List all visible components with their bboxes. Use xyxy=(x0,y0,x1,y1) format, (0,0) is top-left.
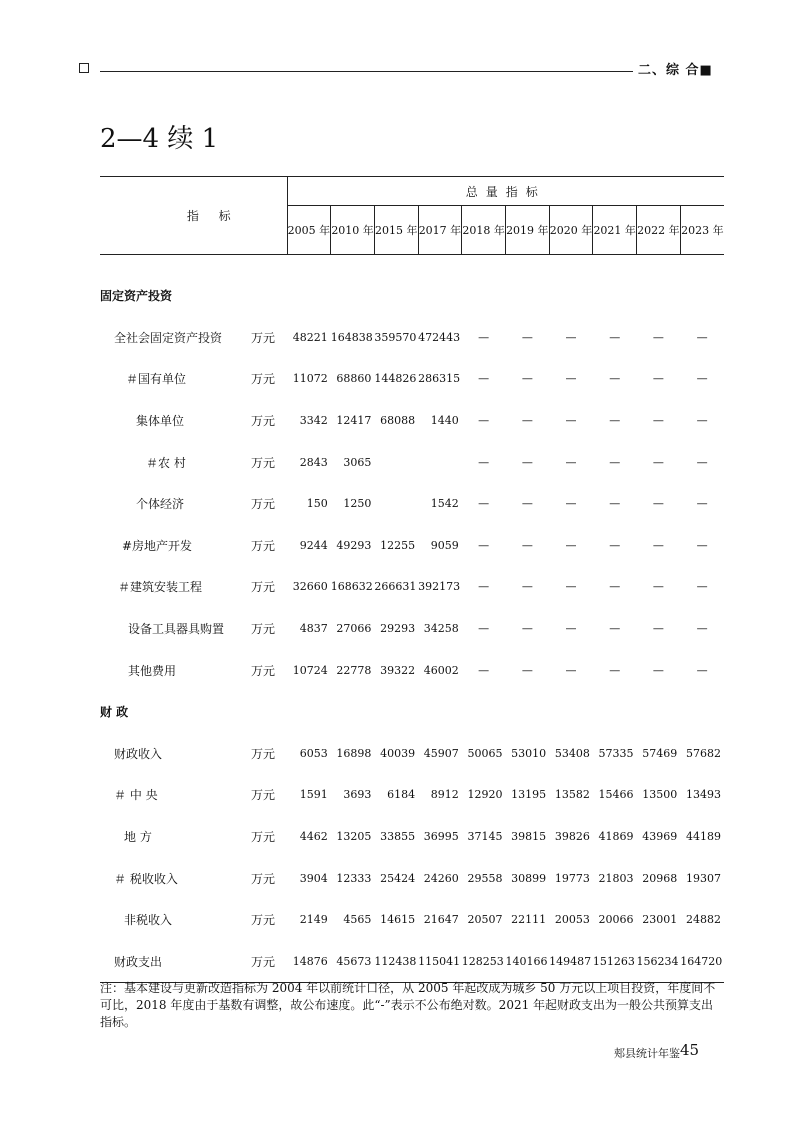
value-cell: — xyxy=(521,622,533,636)
value-cell: 45907 xyxy=(423,746,459,760)
value-cell: 286315 xyxy=(418,372,461,386)
unit-cell: 万元 xyxy=(251,622,276,637)
value-cell: 30899 xyxy=(511,871,547,885)
value-cell: — xyxy=(478,497,490,511)
value-cell: — xyxy=(478,538,490,552)
value-cell: 1440 xyxy=(430,414,459,428)
table-row xyxy=(100,733,724,775)
unit-cell: 万元 xyxy=(251,414,276,429)
year-header: 2019 年 xyxy=(505,206,549,255)
value-cell: 57469 xyxy=(642,746,678,760)
value-cell: 24882 xyxy=(686,913,721,927)
table-row xyxy=(100,483,724,525)
value-cell: 23001 xyxy=(642,913,678,927)
value-cell xyxy=(374,483,418,525)
value-cell: — xyxy=(696,497,708,511)
value-cell: 151263 xyxy=(593,941,637,983)
value-cell: 11072 xyxy=(292,372,328,386)
yearbook-name: 郏县统计年鉴 xyxy=(614,1047,680,1060)
unit-cell: 万元 xyxy=(251,455,276,470)
table-row xyxy=(100,899,724,941)
indicator-label: #房地产开发 xyxy=(122,538,193,553)
value-cell: — xyxy=(565,622,577,636)
value-cell: 29558 xyxy=(467,871,503,885)
value-cell: — xyxy=(652,538,664,552)
indicator-header: 指 标 xyxy=(100,177,287,255)
value-cell: 21647 xyxy=(423,913,459,927)
table-row xyxy=(100,441,724,483)
value-cell: 41869 xyxy=(598,830,634,844)
value-cell: — xyxy=(521,414,533,428)
value-cell: 12333 xyxy=(336,871,372,885)
unit-cell: 万元 xyxy=(251,538,276,553)
header-rule xyxy=(100,71,633,72)
section-row xyxy=(100,691,724,733)
value-cell: — xyxy=(565,497,577,511)
value-cell: 9244 xyxy=(299,538,328,552)
value-cell: 6184 xyxy=(387,788,416,802)
value-cell: 44189 xyxy=(686,830,721,844)
value-cell: 13582 xyxy=(554,788,590,802)
value-cell: 50065 xyxy=(467,746,503,760)
year-header: 2020 年 xyxy=(549,206,593,255)
value-cell: 25424 xyxy=(380,871,416,885)
indicator-label: 个体经济 xyxy=(136,497,185,512)
table-row xyxy=(100,774,724,816)
table-row xyxy=(100,608,724,650)
year-header: 2018 年 xyxy=(462,206,506,255)
value-cell: 48221 xyxy=(292,330,328,344)
value-cell: — xyxy=(609,580,621,594)
value-cell: 156234 xyxy=(637,941,681,983)
section-label: 固定资产投资 xyxy=(100,289,173,304)
value-cell: — xyxy=(609,455,621,469)
table-row xyxy=(100,816,724,858)
value-cell: — xyxy=(565,663,577,677)
value-cell: 359570 xyxy=(374,330,417,344)
indicator-label: ＃建筑安装工程 xyxy=(118,580,203,595)
table-row xyxy=(100,941,724,983)
value-cell: 20066 xyxy=(598,913,634,927)
value-cell: 164838 xyxy=(330,330,373,344)
table-row xyxy=(100,566,724,608)
value-cell: — xyxy=(478,455,490,469)
value-cell: — xyxy=(565,455,577,469)
value-cell: 20053 xyxy=(554,913,590,927)
table-row xyxy=(100,525,724,567)
value-cell: — xyxy=(696,580,708,594)
value-cell: 19773 xyxy=(554,871,590,885)
section-label: 财 政 xyxy=(100,705,129,720)
header-section-label: 二、综 合■ xyxy=(638,63,713,78)
page-number: 45 xyxy=(680,1041,700,1059)
table-row xyxy=(100,358,724,400)
value-cell: 164720 xyxy=(680,941,724,983)
value-cell: 16898 xyxy=(336,746,372,760)
year-header: 2021 年 xyxy=(593,206,637,255)
value-cell: 19307 xyxy=(686,871,721,885)
unit-cell: 万元 xyxy=(251,497,276,512)
group-header: 总量指标 xyxy=(287,177,724,206)
value-cell: 392173 xyxy=(418,580,461,594)
value-cell: — xyxy=(652,497,664,511)
value-cell: 3693 xyxy=(343,788,372,802)
value-cell: 150 xyxy=(306,497,328,511)
value-cell: — xyxy=(478,372,490,386)
section-row xyxy=(100,275,724,317)
unit-cell: 万元 xyxy=(251,913,276,928)
value-cell: — xyxy=(521,372,533,386)
value-cell: — xyxy=(652,330,664,344)
value-cell: 472443 xyxy=(418,330,461,344)
table-row xyxy=(100,317,724,359)
value-cell: 49293 xyxy=(336,538,372,552)
value-cell: 14876 xyxy=(287,941,331,983)
value-cell: — xyxy=(696,663,708,677)
value-cell: 20507 xyxy=(467,913,503,927)
value-cell: — xyxy=(652,372,664,386)
indicator-label: 财政收入 xyxy=(114,746,163,761)
value-cell: 15466 xyxy=(598,788,634,802)
value-cell: — xyxy=(652,663,664,677)
table-row xyxy=(100,400,724,442)
value-cell xyxy=(418,441,462,483)
value-cell: — xyxy=(478,663,490,677)
value-cell: 4565 xyxy=(343,913,372,927)
value-cell: 13493 xyxy=(686,788,721,802)
value-cell: 112438 xyxy=(374,941,418,983)
value-cell: 12255 xyxy=(380,538,416,552)
value-cell: 13195 xyxy=(511,788,547,802)
indicator-label: 非税收入 xyxy=(124,913,173,928)
value-cell: — xyxy=(565,580,577,594)
value-cell: 32660 xyxy=(292,580,328,594)
value-cell: 43969 xyxy=(642,830,678,844)
value-cell: 149487 xyxy=(549,941,593,983)
value-cell: 40039 xyxy=(380,746,416,760)
indicator-label: 设备工具器具购置 xyxy=(128,622,225,637)
value-cell: — xyxy=(652,622,664,636)
value-cell: — xyxy=(521,580,533,594)
value-cell: 27066 xyxy=(336,622,372,636)
value-cell: 39826 xyxy=(554,830,590,844)
value-cell: 57682 xyxy=(686,746,721,760)
value-cell: — xyxy=(478,330,490,344)
indicator-label: ＃ 中 央 xyxy=(114,788,158,803)
year-header: 2010 年 xyxy=(331,206,375,255)
value-cell: 6053 xyxy=(299,746,328,760)
indicator-label: 地 方 xyxy=(124,830,152,845)
value-cell: 144826 xyxy=(374,372,417,386)
value-cell: 39815 xyxy=(511,830,547,844)
indicator-label: ＃农 村 xyxy=(146,455,186,470)
value-cell: 29293 xyxy=(380,622,416,636)
page-title: 2—4 续 1 xyxy=(100,124,219,154)
indicator-label: 财政支出 xyxy=(100,941,243,983)
value-cell: 13205 xyxy=(336,830,372,844)
value-cell: 45673 xyxy=(331,941,375,983)
value-cell: 53408 xyxy=(554,746,590,760)
value-cell: 4462 xyxy=(299,830,328,844)
value-cell: 115041 xyxy=(418,941,462,983)
indicator-label: 集体单位 xyxy=(136,414,185,429)
value-cell: 34258 xyxy=(423,622,459,636)
value-cell: 8912 xyxy=(430,788,459,802)
value-cell: — xyxy=(696,330,708,344)
indicator-label: 其他费用 xyxy=(128,663,177,678)
value-cell: — xyxy=(652,414,664,428)
value-cell: 2149 xyxy=(299,913,328,927)
value-cell: — xyxy=(609,538,621,552)
indicator-label: ＃国有单位 xyxy=(126,372,187,387)
value-cell: — xyxy=(696,414,708,428)
value-cell: — xyxy=(565,372,577,386)
unit-cell: 万元 xyxy=(251,788,276,803)
value-cell: 22111 xyxy=(511,913,547,927)
year-header: 2005 年 xyxy=(287,206,331,255)
table-row xyxy=(100,857,724,899)
value-cell: — xyxy=(609,663,621,677)
value-cell: — xyxy=(652,580,664,594)
value-cell: — xyxy=(652,455,664,469)
value-cell: — xyxy=(696,372,708,386)
value-cell: — xyxy=(696,455,708,469)
value-cell: — xyxy=(521,538,533,552)
statistics-table xyxy=(100,176,724,983)
value-cell: — xyxy=(565,330,577,344)
value-cell: 33855 xyxy=(380,830,416,844)
value-cell: 22778 xyxy=(336,663,372,677)
unit-cell: 万元 xyxy=(251,580,276,595)
indicator-label: ＃ 税收收入 xyxy=(114,871,178,886)
value-cell: 24260 xyxy=(423,871,459,885)
unit-cell: 万元 xyxy=(251,830,276,845)
value-cell: — xyxy=(521,497,533,511)
unit-cell: 万元 xyxy=(251,871,276,886)
value-cell: — xyxy=(565,538,577,552)
value-cell: — xyxy=(478,622,490,636)
value-cell: 1591 xyxy=(299,788,328,802)
value-cell xyxy=(374,441,418,483)
value-cell: 12920 xyxy=(467,788,503,802)
value-cell: 68088 xyxy=(380,414,416,428)
table-row xyxy=(100,649,724,691)
value-cell: 20968 xyxy=(642,871,678,885)
year-header: 2017 年 xyxy=(418,206,462,255)
value-cell: 128253 xyxy=(462,941,506,983)
value-cell: — xyxy=(478,580,490,594)
value-cell: 12417 xyxy=(336,414,372,428)
unit-cell: 万元 xyxy=(251,663,276,678)
value-cell: — xyxy=(609,330,621,344)
value-cell: 2843 xyxy=(299,455,328,469)
value-cell: 39322 xyxy=(380,663,416,677)
value-cell: 140166 xyxy=(505,941,549,983)
value-cell: — xyxy=(521,663,533,677)
indicator-label: 全社会固定资产投资 xyxy=(114,330,223,345)
value-cell: — xyxy=(609,622,621,636)
value-cell: 3065 xyxy=(343,455,372,469)
value-cell: — xyxy=(609,372,621,386)
value-cell: 3342 xyxy=(299,414,328,428)
value-cell: 53010 xyxy=(511,746,547,760)
header-square-icon xyxy=(79,63,89,73)
value-cell: 9059 xyxy=(430,538,459,552)
unit-cell: 万元 xyxy=(251,372,276,387)
value-cell: — xyxy=(521,330,533,344)
value-cell: 46002 xyxy=(423,663,459,677)
value-cell: — xyxy=(696,538,708,552)
value-cell: 168632 xyxy=(330,580,373,594)
value-cell: 266631 xyxy=(374,580,417,594)
value-cell: — xyxy=(478,414,490,428)
unit-cell: 万元 xyxy=(243,941,287,983)
value-cell: — xyxy=(565,414,577,428)
year-header: 2023 年 xyxy=(680,206,724,255)
value-cell: — xyxy=(521,455,533,469)
value-cell: 13500 xyxy=(642,788,678,802)
value-cell: 68860 xyxy=(336,372,372,386)
value-cell: 14615 xyxy=(380,913,416,927)
value-cell: 21803 xyxy=(598,871,634,885)
value-cell: 1250 xyxy=(343,497,372,511)
unit-cell: 万元 xyxy=(251,330,276,345)
value-cell: 36995 xyxy=(423,830,459,844)
value-cell: — xyxy=(609,497,621,511)
unit-cell: 万元 xyxy=(251,746,276,761)
value-cell: 4837 xyxy=(299,622,328,636)
year-header: 2022 年 xyxy=(637,206,681,255)
value-cell: — xyxy=(609,414,621,428)
table-footnote: 注：基本建设与更新改造指标为 2004 年以前统计口径，从 2005 年起改成为城乡 50 万元以上项目投资，年度间不可比，2018 年度由于基数有调整，故公布速度。此“-”表示不公布绝对数。2021 年起财政支出为一般公共预算支出指标。 xyxy=(100,981,716,1029)
value-cell: — xyxy=(696,622,708,636)
value-cell: 37145 xyxy=(467,830,503,844)
value-cell: 10724 xyxy=(292,663,328,677)
value-cell: 3904 xyxy=(299,871,328,885)
year-header: 2015 年 xyxy=(374,206,418,255)
value-cell: 57335 xyxy=(598,746,634,760)
value-cell: 1542 xyxy=(430,497,459,511)
